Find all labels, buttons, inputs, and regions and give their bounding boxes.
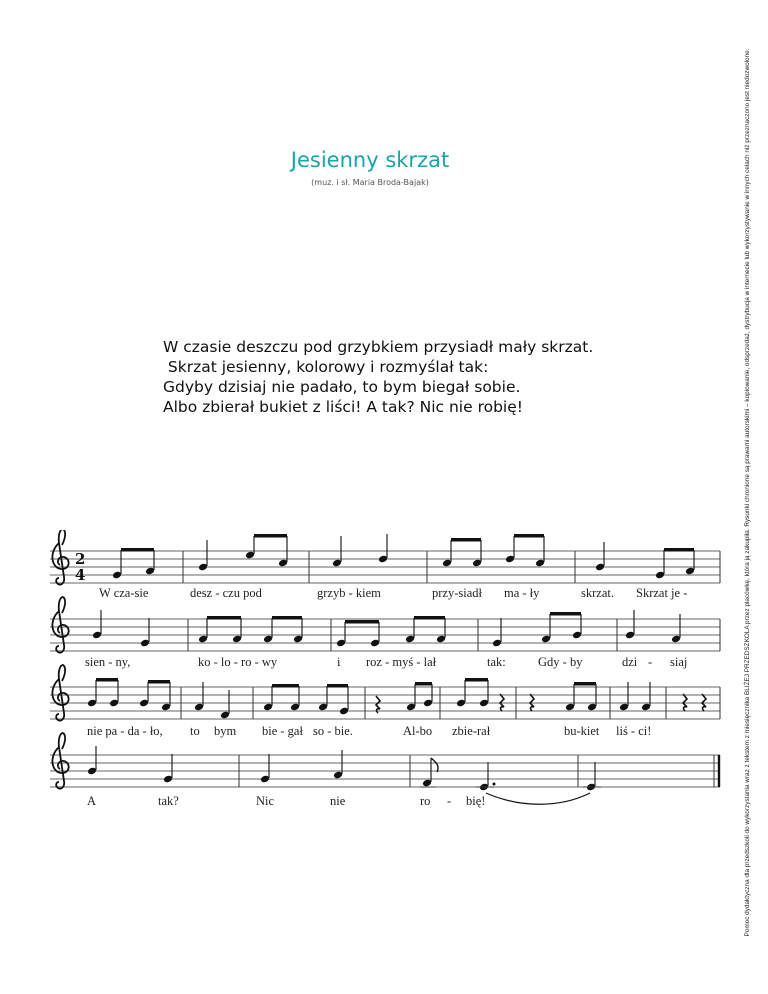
treble-clef-icon	[52, 665, 68, 721]
lyric-syllable: ro	[420, 794, 431, 808]
lyric-syllable: bię!	[466, 794, 486, 808]
quarter-rest-icon	[683, 694, 687, 711]
lyric-syllable: bu-kiet	[564, 724, 600, 738]
lyrics-block	[163, 337, 593, 417]
lyric-syllable: tak:	[487, 655, 506, 669]
lyrics-line: Skrzat jesienny, kolorowy i rozmyślał tak:	[163, 358, 489, 376]
lyric-syllable: dzi	[622, 655, 638, 669]
copyright-note: Pomoc dydaktyczna dla przedszkoli do wykorzystania wraz z tekstem z miesięcznika BLIŻEJ PRZEDSZKOLA przez placówkę, która ją zakupiła. Rysunki chronione są prawami autorskimi – kopiowanie, odsprzedaż, dystrybucja w internecie lub wykorzystywanie w innych celach niż przeznaczono jest niedozwolone.	[744, 48, 751, 937]
time-signature-bottom: 4	[75, 566, 86, 584]
lyric-syllable: roz - myś - lał	[366, 655, 437, 669]
lyric-syllable: przy-siadł	[432, 586, 482, 600]
lyric-syllable: desz - czu pod	[190, 586, 262, 600]
lyric-syllable: ma - ły	[504, 586, 540, 600]
treble-clef-icon	[52, 733, 68, 789]
sheet-music	[0, 530, 768, 840]
lyric-syllable: -	[447, 794, 452, 808]
lyric-syllable: W cza-sie	[99, 586, 149, 600]
lyrics-line: Albo zbierał bukiet z liści! A tak? Nic nie robię!	[163, 398, 523, 416]
lyrics-line: Gdyby dzisiaj nie padało, to bym biegał sobie.	[163, 378, 521, 396]
time-signature-top: 2	[75, 550, 86, 568]
lyric-syllable: zbie-rał	[452, 724, 491, 738]
lyric-syllable: bie - gał	[262, 724, 303, 738]
quarter-rest-icon	[702, 694, 706, 711]
lyric-syllable: sien - ny,	[85, 655, 131, 669]
staff-system-1	[50, 530, 720, 600]
lyric-syllable: liś - ci!	[616, 724, 652, 738]
lyric-syllable: Nic	[256, 794, 275, 808]
treble-clef-icon	[52, 597, 68, 653]
lyric-syllable: to	[190, 724, 200, 738]
lyric-syllable: tak?	[158, 794, 179, 808]
quarter-rest-icon	[530, 694, 534, 711]
staff-system-2	[50, 597, 720, 669]
lyric-syllable: A	[87, 794, 97, 808]
lyric-syllable: Al-bo	[403, 724, 433, 738]
lyric-syllable: Skrzat je -	[636, 586, 688, 600]
song-title: Jesienny skrzat	[290, 148, 450, 172]
staff-system-4	[50, 733, 720, 808]
lyrics-line: W czasie deszczu pod grzybkiem przysiadł mały skrzat.	[163, 338, 594, 356]
lyric-syllable: ko - lo - ro - wy	[198, 655, 278, 669]
lyric-syllable: i	[337, 655, 341, 669]
quarter-rest-icon	[376, 696, 380, 713]
lyric-syllable: grzyb - kiem	[317, 586, 381, 600]
quarter-rest-icon	[500, 694, 504, 711]
lyric-syllable: -	[648, 655, 653, 669]
lyric-syllable: nie	[330, 794, 346, 808]
lyric-syllable: bym	[214, 724, 237, 738]
song-credits: (muz. i sł. Maria Broda-Bajak)	[311, 178, 429, 187]
treble-clef-icon	[52, 530, 68, 585]
staff-system-3	[50, 665, 720, 738]
lyric-syllable: Gdy - by	[538, 655, 583, 669]
lyric-syllable: skrzat.	[581, 586, 614, 600]
lyric-syllable: siaj	[670, 655, 688, 669]
lyric-syllable: nie pa - da - ło,	[87, 724, 163, 738]
lyric-syllable: so - bie.	[313, 724, 353, 738]
